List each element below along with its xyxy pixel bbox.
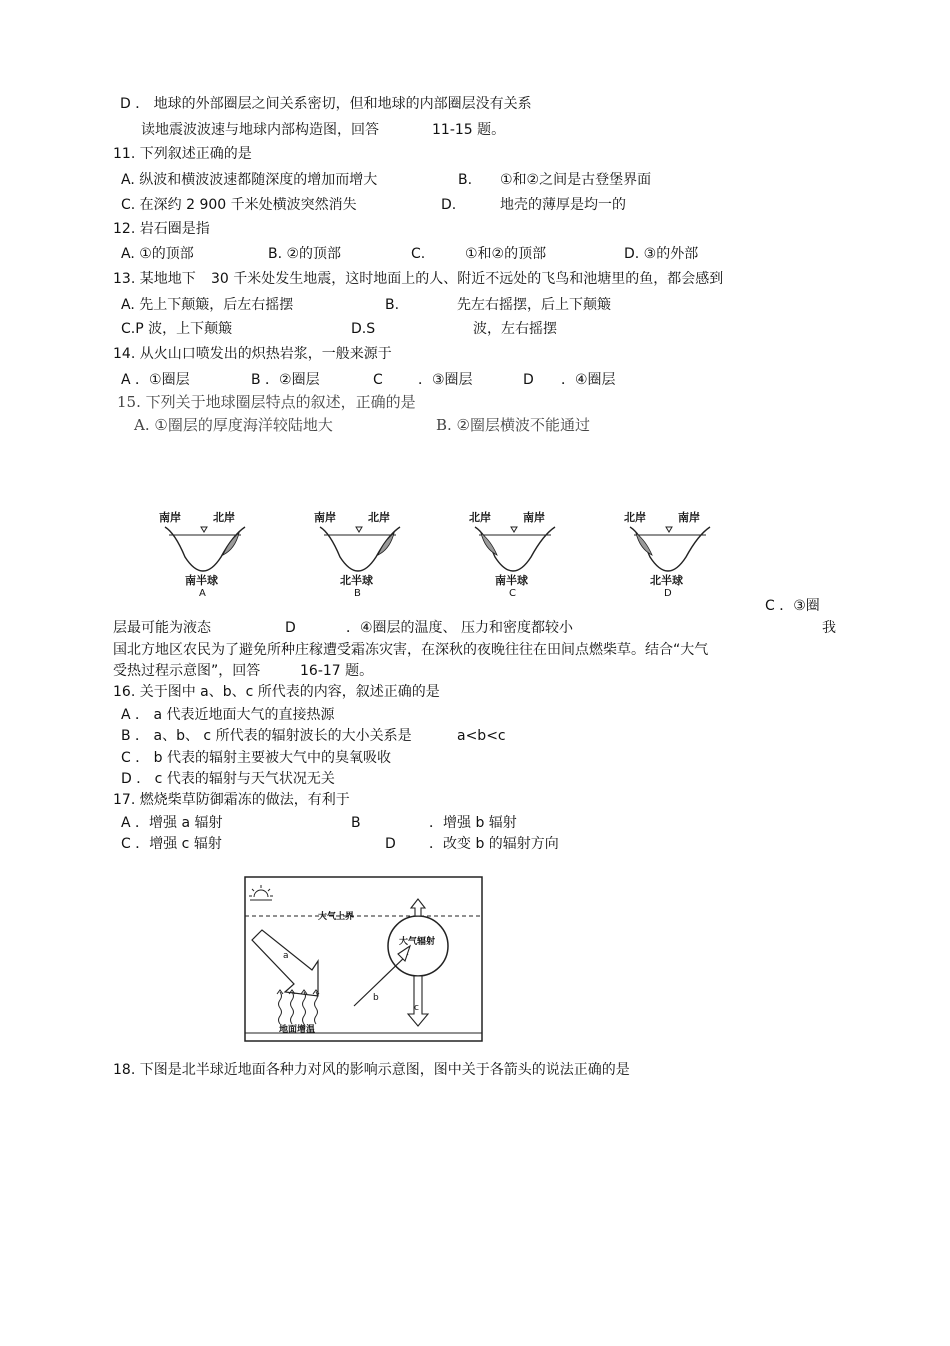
river-panel <box>624 510 710 599</box>
q14-option-c: ．③圈层 <box>418 372 473 388</box>
q14-option-c-letter: C <box>373 372 383 388</box>
water-level-marker <box>666 527 672 532</box>
label-b: b <box>373 993 379 1003</box>
panel-letter: B <box>354 588 361 599</box>
q17-option-c: C ．增强 c 辐射 <box>121 836 222 852</box>
water-level-marker <box>356 527 362 532</box>
passage-start-char: 我 <box>822 620 836 636</box>
q12-option-b: B. ②的顶部 <box>268 246 342 262</box>
q15-option-d-letter: D <box>285 620 296 636</box>
label-a: a <box>283 951 289 961</box>
passage-intro: 读地震波波速与地球内部构造图，回答 <box>141 122 379 138</box>
river-channel <box>475 527 555 571</box>
sediment-deposit <box>636 533 652 555</box>
q11-option-b: ①和②之间是古登堡界面 <box>500 172 652 188</box>
q11-option-a: A. 纵波和横波波速都随深度的增加而增大 <box>121 172 378 188</box>
question-11: 11. 下列叙述正确的是 <box>113 146 252 162</box>
q13-option-d-letter: D.S <box>351 321 376 337</box>
option-d-q10: D ． 地球的外部圈层之间关系密切，但和地球的内部圈层没有关系 <box>120 96 532 112</box>
sediment-deposit <box>378 533 394 555</box>
river-panel <box>469 510 555 599</box>
ground-warming-label: 地面增温 <box>279 1025 316 1035</box>
q17-option-b: ．增强 b 辐射 <box>429 815 517 831</box>
q13-option-b: 先左右摇摆，后上下颠簸 <box>457 297 611 313</box>
river-channel <box>630 527 710 571</box>
q15-option-c: C ．③圈 <box>765 598 820 614</box>
hemisphere-label: 北半球 <box>650 574 683 587</box>
river-bank-left-label: 南岸 <box>314 511 336 524</box>
q15-option-d: ．④圈层的温度、 压力和密度都较小 <box>346 620 574 636</box>
river-bank-right-label: 南岸 <box>678 511 700 524</box>
q11-option-b-letter: B. <box>458 172 473 188</box>
river-bank-figure <box>155 505 715 600</box>
q13-option-b-letter: B. <box>385 297 400 313</box>
question-15: 15. 下列关于地球圈层特点的叙述，正确的是 <box>117 393 416 411</box>
atmos-top-label: 大气上界 <box>318 912 355 922</box>
passage-16-line1: 国北方地区农民为了避免所种庄稼遭受霜冻灾害，在深秋的夜晚往往在田间点燃柴草。结合“大气 <box>113 642 709 658</box>
q11-option-d: 地壳的薄厚是均一的 <box>500 197 626 213</box>
question-14: 14. 从火山口喷发出的炽热岩浆，一般来源于 <box>113 346 392 362</box>
q17-option-d-letter: D <box>385 836 396 852</box>
question-13-b: 30 千米处发生地震，这时地面上的人、附近不远处的飞鸟和池塘里的鱼，都会感到 <box>211 271 724 287</box>
q16-option-c: C ． b 代表的辐射主要被大气中的臭氧吸收 <box>121 750 392 766</box>
river-bank-left-label: 南岸 <box>159 511 181 524</box>
q16-option-a: A ． a 代表近地面大气的直接热源 <box>121 707 335 723</box>
river-channel <box>165 527 245 571</box>
question-17: 17. 燃烧柴草防御霜冻的做法，有利于 <box>113 792 350 808</box>
q14-option-d-letter: D <box>523 372 534 388</box>
q17-option-a: A ．增强 a 辐射 <box>121 815 223 831</box>
sediment-deposit <box>223 533 239 555</box>
q16-option-d: D ． c 代表的辐射与天气状况无关 <box>121 771 335 787</box>
q15-option-a: A. ①圈层的厚度海洋较陆地大 <box>134 416 333 434</box>
q17-option-d: ．改变 b 的辐射方向 <box>429 836 559 852</box>
panel-letter: A <box>199 588 206 599</box>
sediment-deposit <box>481 533 497 555</box>
q12-option-a: A. ①的顶部 <box>121 246 194 262</box>
panel-letter: C <box>509 588 516 599</box>
q14-option-d: ．④圈层 <box>561 372 616 388</box>
q15-option-c-cont: 层最可能为液态 <box>113 620 211 636</box>
q13-option-d: 波，左右摇摆 <box>473 321 557 337</box>
river-bank-right-label: 北岸 <box>213 511 235 524</box>
q12-option-c: ①和②的顶部 <box>465 246 547 262</box>
q11-option-d-letter: D. <box>441 197 457 213</box>
label-c: c <box>414 1003 419 1013</box>
hemisphere-label: 南半球 <box>185 574 218 587</box>
q15-option-b: B. ②圈层横波不能通过 <box>436 416 591 434</box>
river-panel <box>159 510 245 599</box>
river-channel <box>320 527 400 571</box>
river-bank-right-label: 南岸 <box>523 511 545 524</box>
question-16: 16. 关于图中 a、b、c 所代表的内容，叙述正确的是 <box>113 684 440 700</box>
atmos-radiation-label: 大气辐射 <box>399 937 436 947</box>
question-18: 18. 下图是北半球近地面各种力对风的影响示意图，图中关于各箭头的说法正确的是 <box>113 1062 630 1078</box>
water-level-marker <box>511 527 517 532</box>
passage-16-line2: 受热过程示意图”，回答 <box>113 663 261 679</box>
river-bank-left-label: 北岸 <box>469 511 491 524</box>
q12-option-c-letter: C. <box>411 246 426 262</box>
question-13-a: 13. 某地地下 <box>113 271 196 287</box>
q17-option-b-letter: B <box>351 815 361 831</box>
panel-letter: D <box>664 588 672 599</box>
q16-option-b: B ． a、b、 c 所代表的辐射波长的大小关系是 <box>121 728 412 744</box>
water-level-marker <box>201 527 207 532</box>
atmosphere-heating-diagram <box>238 866 488 1056</box>
q16-option-b-relation: a<b<c <box>457 728 506 744</box>
q14-option-a: A ．①圈层 <box>121 372 190 388</box>
passage-16-range: 16-17 题。 <box>300 663 374 679</box>
q14-option-b: B ．②圈层 <box>251 372 320 388</box>
q13-option-a: A. 先上下颠簸，后左右摇摆 <box>121 297 294 313</box>
hemisphere-label: 南半球 <box>495 574 528 587</box>
q12-option-d: D. ③的外部 <box>624 246 699 262</box>
passage-range: 11-15 题。 <box>432 122 506 138</box>
question-12: 12. 岩石圈是指 <box>113 221 210 237</box>
river-bank-left-label: 北岸 <box>624 511 646 524</box>
q13-option-c: C.P 波，上下颠簸 <box>121 321 233 337</box>
q11-option-c: C. 在深约 2 900 千米处横波突然消失 <box>121 197 357 213</box>
river-panel <box>314 510 400 599</box>
river-bank-right-label: 北岸 <box>368 511 390 524</box>
hemisphere-label: 北半球 <box>340 574 373 587</box>
